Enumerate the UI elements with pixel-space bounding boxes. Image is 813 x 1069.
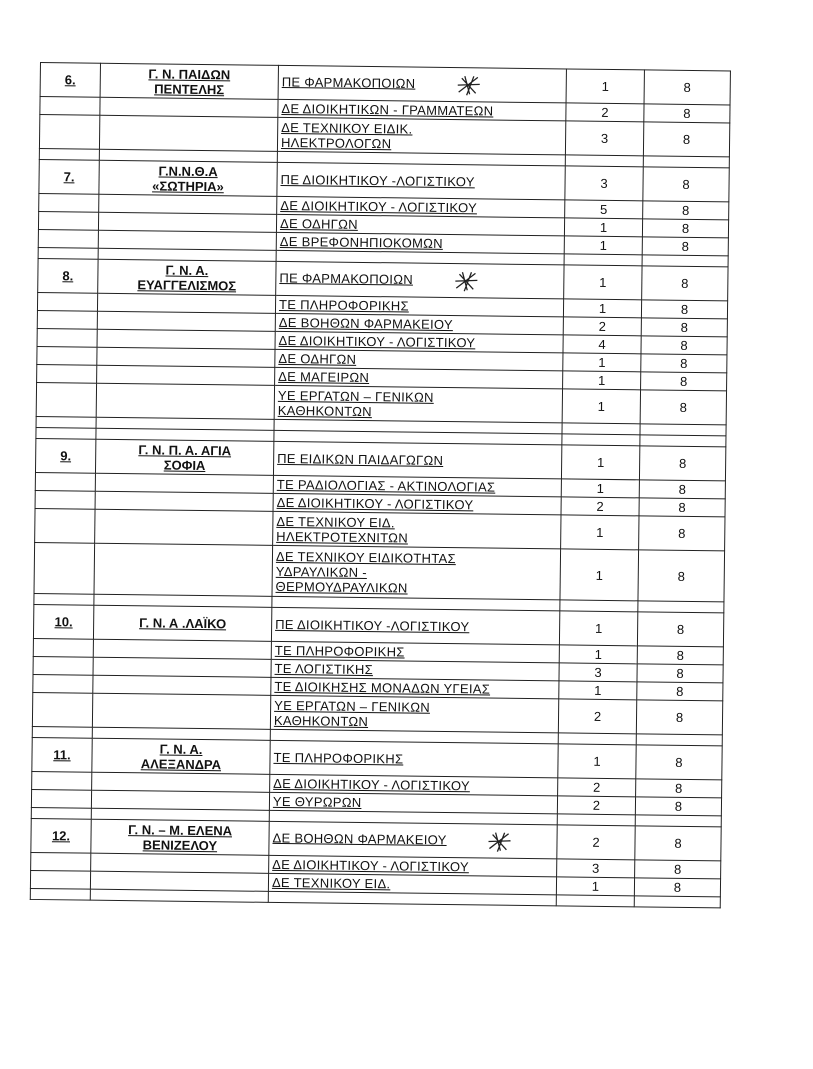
- duration-value: 8: [680, 355, 688, 371]
- hospital-name-line: ΕΥΑΓΓΕΛΙΣΜΟΣ: [137, 276, 237, 293]
- duration-cell: [639, 480, 725, 499]
- positions-count-cell: [563, 317, 641, 336]
- hospital-cell: [96, 383, 274, 419]
- hospital-name-line: Γ. Ν. Π. Α. ΑΓΙΑ: [138, 441, 232, 458]
- specialty-text: ΗΛΕΚΤΡΟΛΟΓΩΝ: [280, 134, 392, 151]
- duration-cell: [637, 612, 723, 647]
- duration-value: 8: [674, 835, 682, 851]
- duration-cell: [634, 878, 720, 897]
- section-number-cell: [38, 229, 98, 248]
- specialty-cell: [270, 740, 558, 778]
- section-number-cell: [30, 870, 90, 889]
- duration-value: 8: [676, 683, 684, 699]
- hospital-cell: [90, 871, 268, 891]
- spacer-cell: [31, 807, 91, 819]
- specialty-cell: [277, 117, 565, 155]
- hospital-cell: [93, 605, 271, 641]
- hospital-cell: [93, 639, 271, 659]
- positions-count-cell: [564, 265, 642, 300]
- duration-cell: [639, 516, 725, 551]
- spacer-cell: [90, 889, 268, 902]
- specialty-text: ΔΕ ΔΙΟΙΚΗΤΙΚΟΥ - ΛΟΓΙΣΤΙΚΟΥ: [276, 494, 474, 513]
- duration-cell: [641, 372, 727, 391]
- positions-count-cell: [558, 778, 636, 797]
- hospital-name-line: Γ.Ν.Ν.Θ.Α: [158, 162, 218, 179]
- duration-value: 8: [674, 780, 683, 796]
- section-number-cell: [33, 674, 93, 693]
- hospital-name-line: Γ. Ν. Α .ΛΑΪΚΟ: [139, 615, 227, 632]
- duration-value: 8: [679, 399, 688, 415]
- duration-value: 8: [680, 319, 689, 335]
- positions-count-cell: [563, 335, 641, 354]
- positions-count-cell: [559, 663, 637, 682]
- duration-cell: [639, 498, 725, 517]
- hospital-cell: [93, 675, 271, 695]
- specialty-text: ΔΕ ΟΔΗΓΩΝ: [278, 350, 357, 367]
- positions-count-cell: [559, 645, 637, 664]
- positions-count: 1: [601, 78, 609, 94]
- positions-count: 2: [598, 318, 607, 334]
- positions-count: 1: [598, 300, 607, 316]
- specialty-text: ΔΕ ΔΙΟΙΚΗΤΙΚΟΥ - ΛΟΓΙΣΤΙΚΟΥ: [272, 856, 470, 875]
- spacer-cell: [32, 726, 92, 738]
- duration-value: 8: [683, 105, 691, 121]
- hospital-cell: [94, 543, 273, 596]
- section-number-cell: [33, 656, 93, 675]
- hospital-name-line: «ΣΩΤΗΡΙΑ»: [152, 177, 224, 194]
- positions-count: 2: [593, 708, 602, 724]
- positions-count: 1: [591, 878, 600, 894]
- section-number-cell: [39, 193, 99, 212]
- duration-value: 8: [681, 238, 689, 254]
- duration-value: 8: [674, 798, 683, 814]
- duration-value: 8: [681, 220, 690, 236]
- duration-cell: [642, 237, 728, 256]
- section-number: 6.: [64, 72, 76, 88]
- positions-count: 3: [591, 860, 600, 876]
- duration-cell: [641, 354, 727, 373]
- signature-mark-icon: [455, 74, 481, 96]
- spacer-cell: [30, 888, 90, 900]
- positions-count: 1: [597, 372, 606, 388]
- positions-count-cell: [565, 166, 643, 201]
- positions-count: 2: [592, 797, 601, 813]
- section-number: 8.: [62, 268, 74, 284]
- specialty-text: ΔΕ ΔΙΟΙΚΗΤΙΚΟΥ - ΛΟΓΙΣΤΙΚΟΥ: [278, 332, 476, 351]
- duration-value: 8: [678, 481, 687, 497]
- positions-count-cell: [563, 299, 641, 318]
- duration-cell: [643, 122, 729, 157]
- spacer-cell: [268, 891, 556, 906]
- hospital-cell: [95, 473, 273, 493]
- section-number-cell: [38, 211, 98, 230]
- positions-count: 1: [594, 620, 603, 636]
- section-number-cell: [33, 604, 93, 639]
- positions-count: 3: [594, 664, 602, 680]
- hospital-cell: [95, 439, 273, 475]
- section-number-cell: [38, 258, 98, 293]
- hospital-cell: [97, 347, 275, 367]
- section-number-cell: [35, 472, 95, 491]
- duration-cell: [643, 201, 729, 220]
- section-number-cell: [35, 490, 95, 509]
- positions-count: 2: [601, 104, 609, 120]
- positions-count: 3: [600, 130, 609, 146]
- duration-value: 8: [679, 373, 688, 389]
- specialty-cell: [278, 65, 566, 103]
- hospital-cell: [92, 772, 270, 792]
- duration-cell: [638, 550, 725, 602]
- section-number: 9.: [60, 448, 72, 464]
- document-page: [30, 62, 730, 908]
- positions-count-cell: [563, 353, 641, 372]
- table-row: [34, 542, 725, 601]
- specialty-text: ΔΕ ΤΕΧΝΙΚΟΥ ΕΙΔ.: [271, 874, 391, 892]
- positions-count: 1: [594, 646, 603, 662]
- positions-table: [30, 62, 731, 908]
- positions-count-cell: [566, 103, 644, 122]
- hospital-cell: [97, 311, 275, 331]
- positions-count: 1: [599, 274, 607, 290]
- duration-cell: [637, 682, 723, 701]
- positions-count-cell: [565, 121, 643, 156]
- specialty-text: ΠΕ ΦΑΡΜΑΚΟΠΟΙΩΝ: [279, 269, 414, 287]
- positions-count: 1: [595, 567, 603, 583]
- specialty-text: ΠΕ ΔΙΟΙΚΗΤΙΚΟΥ -ΛΟΓΙΣΤΙΚΟΥ: [275, 616, 470, 635]
- hospital-cell: [93, 657, 271, 677]
- specialty-text: ΤΕ ΠΛΗΡΟΦΟΡΙΚΗΣ: [278, 296, 409, 314]
- section-number-cell: [32, 692, 92, 727]
- section-number-cell: [32, 737, 92, 772]
- positions-count-cell: [564, 236, 642, 255]
- duration-cell: [641, 336, 727, 355]
- spacer-cell: [39, 148, 99, 160]
- spacer-cell: [36, 416, 96, 428]
- positions-count-cell: [559, 681, 637, 700]
- duration-cell: [635, 860, 721, 879]
- hospital-cell: [98, 230, 276, 250]
- positions-count: 2: [596, 498, 604, 514]
- spacer-cell: [38, 247, 98, 259]
- duration-value: 8: [680, 337, 688, 353]
- positions-count-cell: [561, 479, 639, 498]
- specialty-text: ΠΕ ΦΑΡΜΑΚΟΠΟΙΩΝ: [281, 73, 416, 91]
- section-number-cell: [36, 382, 96, 417]
- positions-count: 1: [593, 753, 601, 769]
- duration-cell: [644, 104, 730, 123]
- specialty-text: ΔΕ ΔΙΟΙΚΗΤΙΚΩΝ - ΓΡΑΜΜΑΤΕΩΝ: [281, 100, 494, 119]
- spacer-cell: [34, 593, 94, 605]
- specialty-text: ΔΕ ΔΙΟΙΚΗΤΙΚΟΥ - ΛΟΓΙΣΤΙΚΟΥ: [273, 775, 471, 794]
- hospital-cell: [97, 329, 275, 349]
- hospital-cell: [99, 160, 277, 196]
- hospital-name-line: ΒΕΝΙΖΕΛΟΥ: [142, 836, 218, 853]
- specialty-text: ΗΛΕΚΤΡΟΤΕΧΝΙΤΩΝ: [276, 528, 409, 546]
- duration-cell: [641, 300, 727, 319]
- positions-count: 2: [592, 779, 601, 795]
- section-number-cell: [39, 115, 99, 150]
- hospital-name-line: ΠΕΝΤΕΛΗΣ: [154, 80, 225, 97]
- section-number-cell: [31, 818, 91, 853]
- specialty-text: ΔΕ ΤΕΧΝΙΚΟΥ ΕΙΔΙΚ.: [281, 119, 413, 137]
- specialty-text: ΔΕ ΒΡΕΦΟΝΗΠΙΟΚΟΜΩΝ: [279, 233, 443, 251]
- spacer-cell: [36, 427, 96, 439]
- positions-count: 1: [599, 237, 608, 253]
- duration-value: 8: [675, 754, 683, 770]
- positions-count-cell: [562, 389, 640, 424]
- positions-count-cell: [557, 796, 635, 815]
- specialty-cell: [269, 821, 557, 859]
- specialty-cell: [272, 545, 561, 600]
- signature-mark-icon: [487, 830, 513, 852]
- duration-value: 8: [682, 202, 690, 218]
- positions-count-cell: [556, 877, 634, 896]
- specialty-text: ΠΕ ΕΙΔΙΚΩΝ ΠΑΙΔΑΓΩΓΩΝ: [277, 450, 444, 468]
- duration-value: 8: [681, 275, 689, 291]
- positions-table-body: [30, 63, 730, 908]
- duration-cell: [643, 167, 729, 202]
- positions-count-cell: [560, 549, 639, 601]
- specialty-text: ΥΕ ΕΡΓΑΤΩΝ – ΓΕΝΙΚΩΝ: [277, 387, 434, 405]
- specialty-cell: [271, 607, 559, 645]
- positions-count: 1: [596, 480, 605, 496]
- specialty-text: ΤΕ ΠΛΗΡΟΦΟΡΙΚΗΣ: [274, 642, 405, 660]
- hospital-name-line: ΑΛΕΞΑΝΔΡΑ: [140, 755, 222, 772]
- duration-cell: [640, 390, 726, 425]
- section-number-cell: [40, 63, 100, 98]
- section-number-cell: [33, 638, 93, 657]
- section-number: 7.: [63, 169, 75, 185]
- specialty-text: ΤΕ ΠΛΗΡΟΦΟΡΙΚΗΣ: [273, 749, 404, 767]
- duration-cell: [642, 219, 728, 238]
- positions-count-cell: [565, 200, 643, 219]
- section-number: 12.: [51, 828, 71, 844]
- section-number: 11.: [53, 747, 71, 763]
- section-number-cell: [37, 346, 97, 365]
- hospital-cell: [91, 790, 269, 810]
- hospital-name-line: ΣΟΦΙΑ: [163, 457, 206, 473]
- duration-cell: [642, 266, 728, 301]
- specialty-text: ΥΔΡΑΥΛΙΚΩΝ -: [275, 563, 368, 580]
- duration-value: 8: [678, 525, 686, 541]
- duration-value: 8: [676, 647, 684, 663]
- duration-value: 8: [676, 621, 685, 637]
- hospital-cell: [98, 259, 276, 295]
- duration-value: 8: [676, 665, 684, 681]
- hospital-cell: [92, 738, 270, 774]
- hospital-cell: [91, 819, 269, 855]
- spacer-cell: [634, 896, 720, 908]
- hospital-cell: [91, 853, 269, 873]
- specialty-text: ΤΕ ΡΑΔΙΟΛΟΓΙΑΣ - ΑΚΤΙΝΟΛΟΓΙΑΣ: [276, 476, 496, 495]
- hospital-cell: [95, 491, 273, 511]
- hospital-name-line: Γ. Ν. ΠΑΙΔΩΝ: [148, 65, 231, 82]
- section-number: 10.: [54, 614, 73, 630]
- section-number-cell: [37, 292, 97, 311]
- section-number-cell: [35, 438, 95, 473]
- section-number-cell: [34, 542, 95, 594]
- specialty-text: ΤΕ ΔΙΟΙΚΗΣΗΣ ΜΟΝΑΔΩΝ ΥΓΕΙΑΣ: [274, 678, 491, 697]
- specialty-text: ΠΕ ΔΙΟΙΚΗΤΙΚΟΥ -ΛΟΓΙΣΤΙΚΟΥ: [280, 171, 475, 190]
- positions-count: 1: [597, 398, 606, 414]
- duration-cell: [636, 779, 722, 798]
- section-number-cell: [37, 364, 97, 383]
- section-number-cell: [39, 159, 99, 194]
- duration-cell: [636, 700, 722, 735]
- hospital-cell: [100, 97, 278, 117]
- duration-cell: [637, 646, 723, 665]
- positions-count: 4: [598, 336, 606, 352]
- specialty-text: ΤΕ ΛΟΓΙΣΤΙΚΗΣ: [274, 660, 374, 678]
- section-number-cell: [40, 97, 100, 116]
- duration-value: 8: [683, 79, 691, 95]
- hospital-cell: [99, 115, 277, 151]
- section-number-cell: [32, 771, 92, 790]
- positions-count-cell: [558, 699, 636, 734]
- section-number-cell: [35, 508, 95, 543]
- hospital-cell: [100, 63, 278, 99]
- duration-value: 8: [673, 879, 682, 895]
- hospital-name-line: Γ. Ν. Α.: [159, 741, 203, 757]
- positions-count-cell: [557, 859, 635, 878]
- specialty-cell: [273, 441, 561, 479]
- specialty-text: ΔΕ ΜΑΓΕΙΡΩΝ: [278, 368, 370, 386]
- specialty-text: ΥΕ ΘΥΡΩΡΩΝ: [272, 793, 362, 810]
- hospital-name-line: Γ. Ν. – Μ. ΕΛΕΝΑ: [128, 821, 233, 838]
- section-number-cell: [31, 852, 91, 871]
- positions-count-cell: [561, 515, 639, 550]
- hospital-cell: [92, 693, 270, 729]
- positions-count: 2: [592, 834, 600, 850]
- hospital-cell: [95, 509, 273, 545]
- duration-cell: [637, 664, 723, 683]
- specialty-text: ΔΕ ΒΟΗΘΩΝ ΦΑΡΜΑΚΕΙΟΥ: [272, 829, 447, 847]
- duration-cell: [639, 446, 725, 481]
- positions-count-cell: [566, 69, 644, 104]
- positions-count: 3: [600, 175, 608, 191]
- positions-count: 5: [600, 201, 608, 217]
- duration-value: 8: [682, 131, 691, 147]
- specialty-cell: [270, 695, 558, 733]
- positions-count-cell: [557, 825, 635, 860]
- specialty-text: ΔΕ ΤΕΧΝΙΚΟΥ ΕΙΔΙΚΟΤΗΤΑΣ: [275, 548, 456, 566]
- signature-mark-icon: [453, 270, 479, 292]
- positions-count: 1: [596, 454, 605, 470]
- specialty-text: ΥΕ ΕΡΓΑΤΩΝ – ΓΕΝΙΚΩΝ: [274, 697, 431, 715]
- hospital-cell: [97, 365, 275, 385]
- specialty-cell: [274, 385, 562, 423]
- positions-count-cell: [559, 611, 637, 646]
- positions-count-cell: [563, 371, 641, 390]
- specialty-cell: [273, 511, 561, 549]
- positions-count-cell: [558, 744, 636, 779]
- duration-cell: [641, 318, 727, 337]
- specialty-text: ΔΕ ΤΕΧΝΙΚΟΥ ΕΙΔ.: [276, 513, 395, 530]
- duration-value: 8: [673, 861, 682, 877]
- positions-count: 1: [594, 682, 602, 698]
- positions-count: 1: [599, 219, 608, 235]
- section-number-cell: [37, 328, 97, 347]
- positions-count-cell: [564, 218, 642, 237]
- specialty-cell: [277, 162, 565, 200]
- hospital-cell: [99, 194, 277, 214]
- spacer-cell: [556, 895, 634, 907]
- hospital-name-line: Γ. Ν. Α.: [165, 262, 209, 278]
- duration-cell: [644, 70, 730, 105]
- duration-cell: [636, 745, 722, 780]
- specialty-text: ΔΕ ΒΟΗΘΩΝ ΦΑΡΜΑΚΕΙΟΥ: [278, 314, 454, 333]
- duration-value: 8: [675, 709, 684, 725]
- positions-count: 1: [598, 354, 606, 370]
- positions-count: 1: [596, 524, 604, 540]
- specialty-cell: [276, 261, 564, 299]
- duration-value: 8: [678, 455, 687, 471]
- specialty-text: ΘΕΡΜΟΥΔΡΑΥΛΙΚΩΝ: [275, 578, 408, 596]
- duration-value: 8: [677, 568, 685, 584]
- specialty-text: ΚΑΘΗΚΟΝΤΩΝ: [277, 402, 373, 419]
- specialty-text: ΚΑΘΗΚΟΝΤΩΝ: [273, 712, 369, 729]
- hospital-cell: [97, 293, 275, 313]
- specialty-text: ΔΕ ΟΔΗΓΩΝ: [279, 215, 358, 232]
- positions-count-cell: [561, 497, 639, 516]
- specialty-text: ΔΕ ΔΙΟΙΚΗΤΙΚΟΥ - ΛΟΓΙΣΤΙΚΟΥ: [280, 197, 478, 216]
- section-number-cell: [37, 310, 97, 329]
- duration-value: 8: [682, 176, 690, 192]
- duration-value: 8: [680, 301, 689, 317]
- positions-count-cell: [561, 445, 639, 480]
- duration-cell: [635, 797, 721, 816]
- section-number-cell: [31, 789, 91, 808]
- duration-value: 8: [678, 499, 686, 515]
- hospital-cell: [98, 212, 276, 232]
- duration-cell: [635, 826, 721, 861]
